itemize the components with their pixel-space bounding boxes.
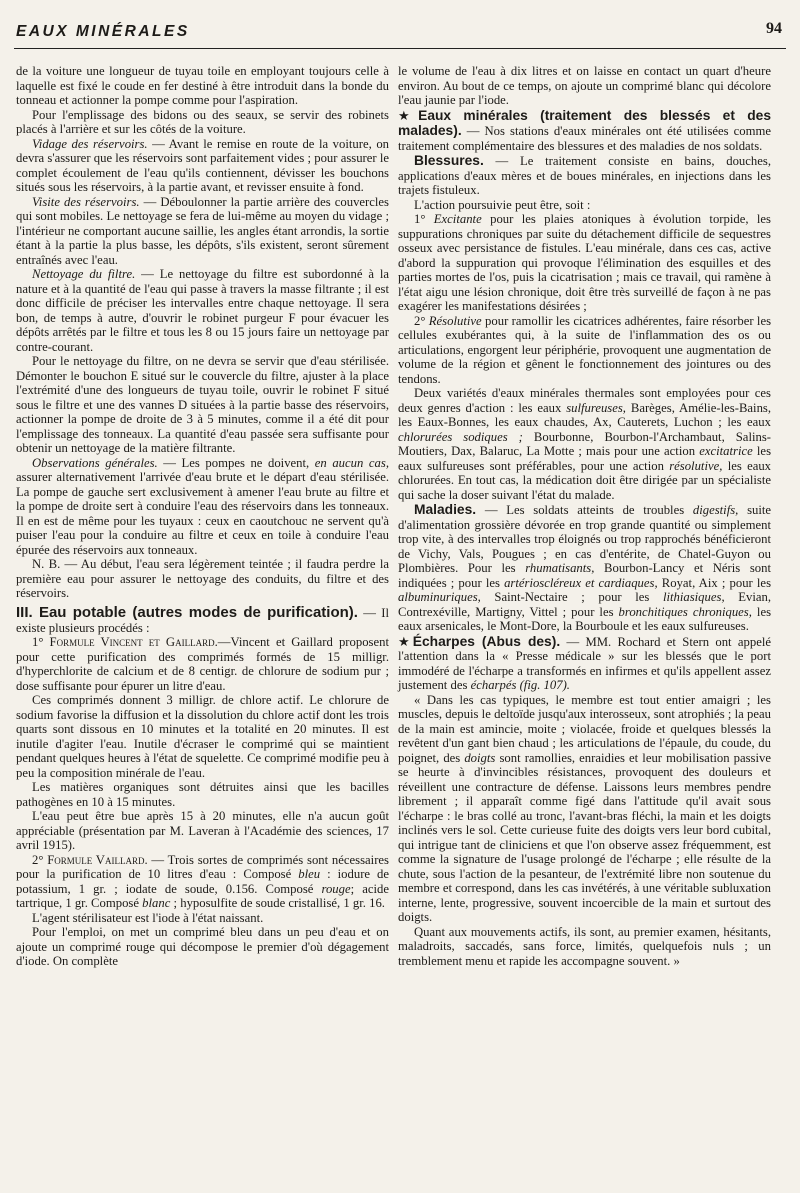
text: les eaux chlorurées. En tout cas, la médication doit être dirigée par un spécialiste qui sache la doser suivant l'état du malade. (398, 458, 772, 502)
paragraph-observations (16, 456, 389, 558)
paragraph: le volume de l'eau à dix litres et on laisse en contact un quart d'heure environ. Au bout de ce temps, on ajoute un comprimé blanc qui décolore l'eau jaunie par l'iode. (398, 64, 771, 107)
emphasis: lithiasiques, (662, 590, 725, 604)
emphasis: blanc (142, 896, 171, 910)
page-header (14, 18, 786, 49)
paragraph-deux-varietes (398, 386, 771, 502)
paragraph-quote (398, 693, 771, 925)
paragraph-nettoyage (16, 267, 389, 354)
emphasis: doigts (464, 750, 496, 765)
article-heading: Écharpes (Abus des). (412, 633, 561, 649)
figure-reference: (fig. 107). (519, 678, 570, 692)
text: — Les soldats atteints de troubles (484, 503, 685, 517)
emphasis: résolutive, (669, 458, 723, 473)
text: — Le nettoyage du filtre est subordonné à la nature et à la quantité de l'eau qui passe à travers la masse filtrante ; il est donc difficile de préciser les intervalles entre chaque nettoyage. Il sera bon, de temps à autre, d'ouvrir le robinet purgeur F pour évacuer les dépôts arrêtés par le filtre et tous les 8 ou 15 jours faire un nettoyage par contre-courant. (16, 267, 390, 354)
paragraph-formule-1 (16, 635, 389, 693)
number: 1° (414, 212, 426, 226)
running-title: EAUX MINÉRALES (16, 23, 190, 40)
text: pour ramollir les cicatrices adhérentes, faire résorber les cellules exubérantes qui, à la suite de l'inflammation des os ou articulations, engorgent leur périphérie, provoquent une augmentation de volume de la région et gênent le fonctionnement des jointures ou des tendons. (398, 313, 772, 386)
emphasis: bronchitiques chroniques, (618, 604, 752, 619)
subheading: Vidage des réservoirs. (32, 136, 148, 151)
emphasis: Résolutive (428, 313, 482, 328)
paragraph: Les matières organiques sont détruites ainsi que les bacilles pathogènes en 10 à 15 minutes. (16, 780, 389, 809)
article-echarpes (398, 634, 771, 693)
paragraph: Pour l'emplissage des bidons ou des seaux, se servir des robinets placés à l'arrière et sur les côtés de la voiture. (16, 107, 389, 136)
text: sont ramollies, enraidies et leur mobilisation passive se heurte à d'invincibles résistances, provoquent des douleurs et réveillent une contracture de défense. Laissons leurs membres pendre librement ; il apparaît comme figé dans l'attitude qu'il avait sous l'écharpe : le bras collé au tronc, l'avant-bras fléchi, la main et les doigts inclinés vers le sol. Cette curieuse fuite des doigts vers leur bord cubital, qui intrigue tant de cliniciens et que l'on observe assez fréquemment, est comme la signature de l'usage prolongé de l'écharpe ; elle résulte de la chute, sous l'action de la pesanteur, de l'extrémité libre non soutenue du membre et correspond, dans les cas invétérés, à une véritable subluxation interne, lente, progressive, souvent incoercible de la main et surtout des doigts. (398, 750, 771, 924)
paragraph-resolutive (398, 314, 771, 387)
section-iii (16, 604, 389, 636)
paragraph: Pour le nettoyage du filtre, on ne devra se servir que d'eau stérilisée. Démonter le bouchon E situé sur le couvercle du filtre, ajuster à la place l'extrémité d'une des longueurs de tuyau toile, ouvrir le robinet F situé sous le filtre et une des vannes D situées à la partie basse des réservoirs, actionner la pompe de droite de 3 à 5 minutes, comme il a été dit pour l'emplissage des tonneaux. La quantité d'eau passée sera suffisante pour obtenir un nettoyage de la matière filtrante. (16, 354, 389, 455)
emphasis: chlorurées sodiques ; (398, 429, 523, 444)
text: — Déboulonner la partie arrière des couvercles qui sont mobiles. Le nettoyage se fera de lui-même au moyen du vidage ; l'intérieur ne comportant aucune saillie, les angles étant arrondis, la sortie étant à la partie la plus basse, les dépôts, s'ils existent, seront sûrement entraînés avec l'eau. (16, 194, 389, 267)
emphasis: Excitante (433, 212, 482, 226)
subheading: Blessures. (414, 153, 484, 168)
paragraph-visite (16, 195, 389, 268)
paragraph: Ces comprimés donnent 3 milligr. de chlore actif. Le chlorure de sodium favorise la diffusion et la dissolution du chlore actif dont les trois quarts sont dissous en 10 minutes et la totalité en 20 minutes. Il est inutile d'agiter l'eau. Inutile d'écraser le comprimé qui se maintient pendant quelques heures à l'état de squelette. Ce comprimé modifie peu à peu la composition minérale de l'eau. (16, 693, 389, 780)
text: Deux variétés d'eaux minérales thermales sont employées pour ces deux genres d'action : les eaux (398, 386, 771, 415)
emphasis: excitatrice (699, 444, 753, 458)
emphasis: en aucun cas, (314, 455, 389, 470)
subheading: Observations générales. (32, 455, 158, 470)
text: pour les plaies atoniques à évolution torpide, les suppurations chroniques par suite du détachement difficile de sequestres osseux avec persistance de fistules. L'eau minérale, dans ces cas, active d'abord la suppuration qui provoque l'élimination des esquilles et des parties mortes de l'os, puis la cicatrisation ; mais ce travail, qui ramène à l'état aigu une lésion chronique, doit être très surveillé de façon à ne pas exagérer les manifestations désirées ; (398, 212, 771, 313)
text: — Les pompes ne doivent, (163, 455, 310, 470)
emphasis: bleu (298, 867, 321, 881)
paragraph-formule-2 (16, 853, 389, 911)
number: 2° (414, 313, 426, 328)
text: Royat, Aix ; pour les (661, 575, 772, 590)
text: — MM. Rochard et Stern ont appelé l'attention dans la « Presse médicale » sur les blessés que le port immodéré de l'écharpe a transformés en infirmes et qu'ils appellent assez justement des (398, 634, 771, 692)
emphasis: artérioscléreux et cardiaques, (504, 575, 658, 590)
star-icon: ★ (398, 633, 413, 649)
subheading: 2° Formule Vaillard. (32, 852, 148, 867)
emphasis: albuminuriques, (398, 590, 481, 604)
paragraph-nb: N. B. — Au début, l'eau sera légèrement teintée ; il faudra perdre la première eau pour assurer le nettoyage des conduits, du filtre et des réservoirs. (16, 557, 389, 600)
text: — Avant le remise en route de la voiture, on devra s'assurer que les réservoirs sont parfaitement vides ; pour assurer le complet écoulement de l'eau qu'ils contiennent, dévisser les bouchons situés sous les réservoirs, à la partie avant, et revisser ensuite à fond. (16, 136, 390, 194)
subheading: Nettoyage du filtre. (32, 267, 136, 281)
text: ; acide tartrique, 1 gr. Composé (16, 881, 389, 910)
text: — Nos stations d'eaux minérales ont été utilisées comme traitement complémentaire des blessures et des maladies de nos soldats. (398, 124, 772, 153)
text: —Vincent et Gaillard proposent pour cette purification des comprimés formés de 15 milligr. d'hyperchlorite de calcium et de 8 centigr. de chlorure de sodium pur ; dose suffisante pour épurer un litre d'eau. (16, 635, 389, 693)
left-column (16, 64, 389, 969)
text: Bourbon-Lancy et Néris sont indiquées ; pour les (398, 561, 772, 590)
paragraph: L'eau peut être bue après 15 à 20 minutes, elle n'a aucun goût appréciable (présentation par M. Laveran à l'Académie des sciences, 17 avril 1915). (16, 809, 389, 852)
paragraph-maladies (398, 502, 771, 634)
text: — Le traitement consiste en bains, douches, applications d'eaux mères et de boues minérales, en injections dans les trajets fistuleux. (398, 154, 771, 197)
star-icon: ★ (398, 107, 419, 123)
paragraph: Quant aux mouvements actifs, ils sont, au premier examen, hésitants, maladroits, saccadés, sans force, limités, quelquefois nuls ; un tremblement menu et rapide les accompagne souvent. » (398, 924, 771, 968)
article-eaux-minerales (398, 108, 771, 154)
text: ; hyposulfite de soude cristallisé, 1 gr. 16. (173, 896, 385, 910)
text: assurer alternativement l'arrivée d'eau brute et le départ d'eau stérilisée. La pompe de gauche sert exclusivement à amener l'eau brute au filtre et la pompe de droite sert à conduire l'eau des réservoirs dans les tonneaux. Il en est de même pour les tuyaux : ceux en caoutchouc ne servent qu'à puiser l'eau pour la conduire au filtre et ceux en toile à conduire l'eau épurée des réservoirs aux tonneaux. (16, 470, 389, 557)
paragraph: de la voiture une longueur de tuyau toile en employant toujours celle à laquelle est fixé le coude en fer destiné à être introduit dans la bonde du tonneau et actionner la pompe comme pour l'aspiration. (16, 64, 389, 107)
subheading: Visite des réservoirs. (32, 194, 140, 209)
paragraph-excitante (398, 212, 771, 314)
text: « Dans les cas typiques, le membre est tout entier amaigri ; les muscles, depuis le deltoïde jusqu'aux interosseux, sont atrophiés ; la peau de la main est amincie, moite ; violacée, froide et quelques blessés la revêtent d'un gant bien chaud ; les articulations de l'épaule, du coude, du poignet, des (398, 692, 771, 765)
emphasis: écharpés (470, 678, 517, 692)
text: — Il existe plusieurs procédés : (16, 605, 389, 635)
text: Bourbonne, Bourbon-l'Archambaut, Salins-Moutiers, Dax, Balaruc, La Motte ; mais pour une action (398, 429, 771, 458)
text: Barèges, Amélie-les-Bains, les Eaux-Bonnes, les eaux chaudes, Ax, Cauterets, Luchon ; les eaux (398, 400, 772, 429)
paragraph: Pour l'emploi, on met un comprimé bleu dans un peu d'eau et on ajoute un comprimé rouge qui décompose le premier d'où dégagement d'iode. On complète (16, 925, 389, 968)
emphasis: digestifs, (692, 503, 739, 517)
text: les eaux arsenicales, le Mont-Dore, la Bourboule et les eaux sulfureuses. (398, 604, 772, 633)
emphasis: rouge (321, 881, 351, 896)
paragraph: L'action poursuivie peut être, soit : (414, 197, 591, 212)
paragraph-vidage (16, 137, 389, 195)
subheading: Maladies. (414, 502, 477, 517)
text: — Trois sortes de comprimés sont nécessaires pour la purification de 10 litres d'eau : Composé (16, 852, 389, 881)
paragraph: L'agent stérilisateur est l'iode à l'état naissant. (32, 910, 264, 925)
text: : iodure de potassium, 1 gr. ; iodate de soude, 0.156. Composé (16, 867, 390, 896)
page-number: 94 (766, 20, 782, 37)
article-heading: Eaux minérales (traitement des blessés et des malades). (398, 107, 772, 138)
text: Evian, Contrexéville, Martigny, Vittel ; pour les (398, 590, 771, 619)
emphasis: sulfureuses, (566, 400, 626, 415)
paragraph-blessures (398, 153, 771, 198)
emphasis: rhumatisants, (525, 561, 595, 575)
text: Saint-Nectaire ; pour les (494, 590, 650, 604)
subheading: 1° Formule Vincent et Gaillard. (32, 635, 218, 649)
section-heading: III. Eau potable (autres modes de purification). (16, 603, 358, 621)
right-column (398, 64, 771, 968)
text: suite d'alimentation grossière dévorée en trop grande quantité ou simplement trop vite, à des intervalles trop éloignés ou trop rapprochés bénéficieront de Vichy, Vals, Pougues ; en cas d'entérite, de Chatel-Guyon ou Plombières. Pour les (398, 503, 772, 575)
text: les eaux sulfureuses sont préférables, pour une action (398, 444, 772, 473)
